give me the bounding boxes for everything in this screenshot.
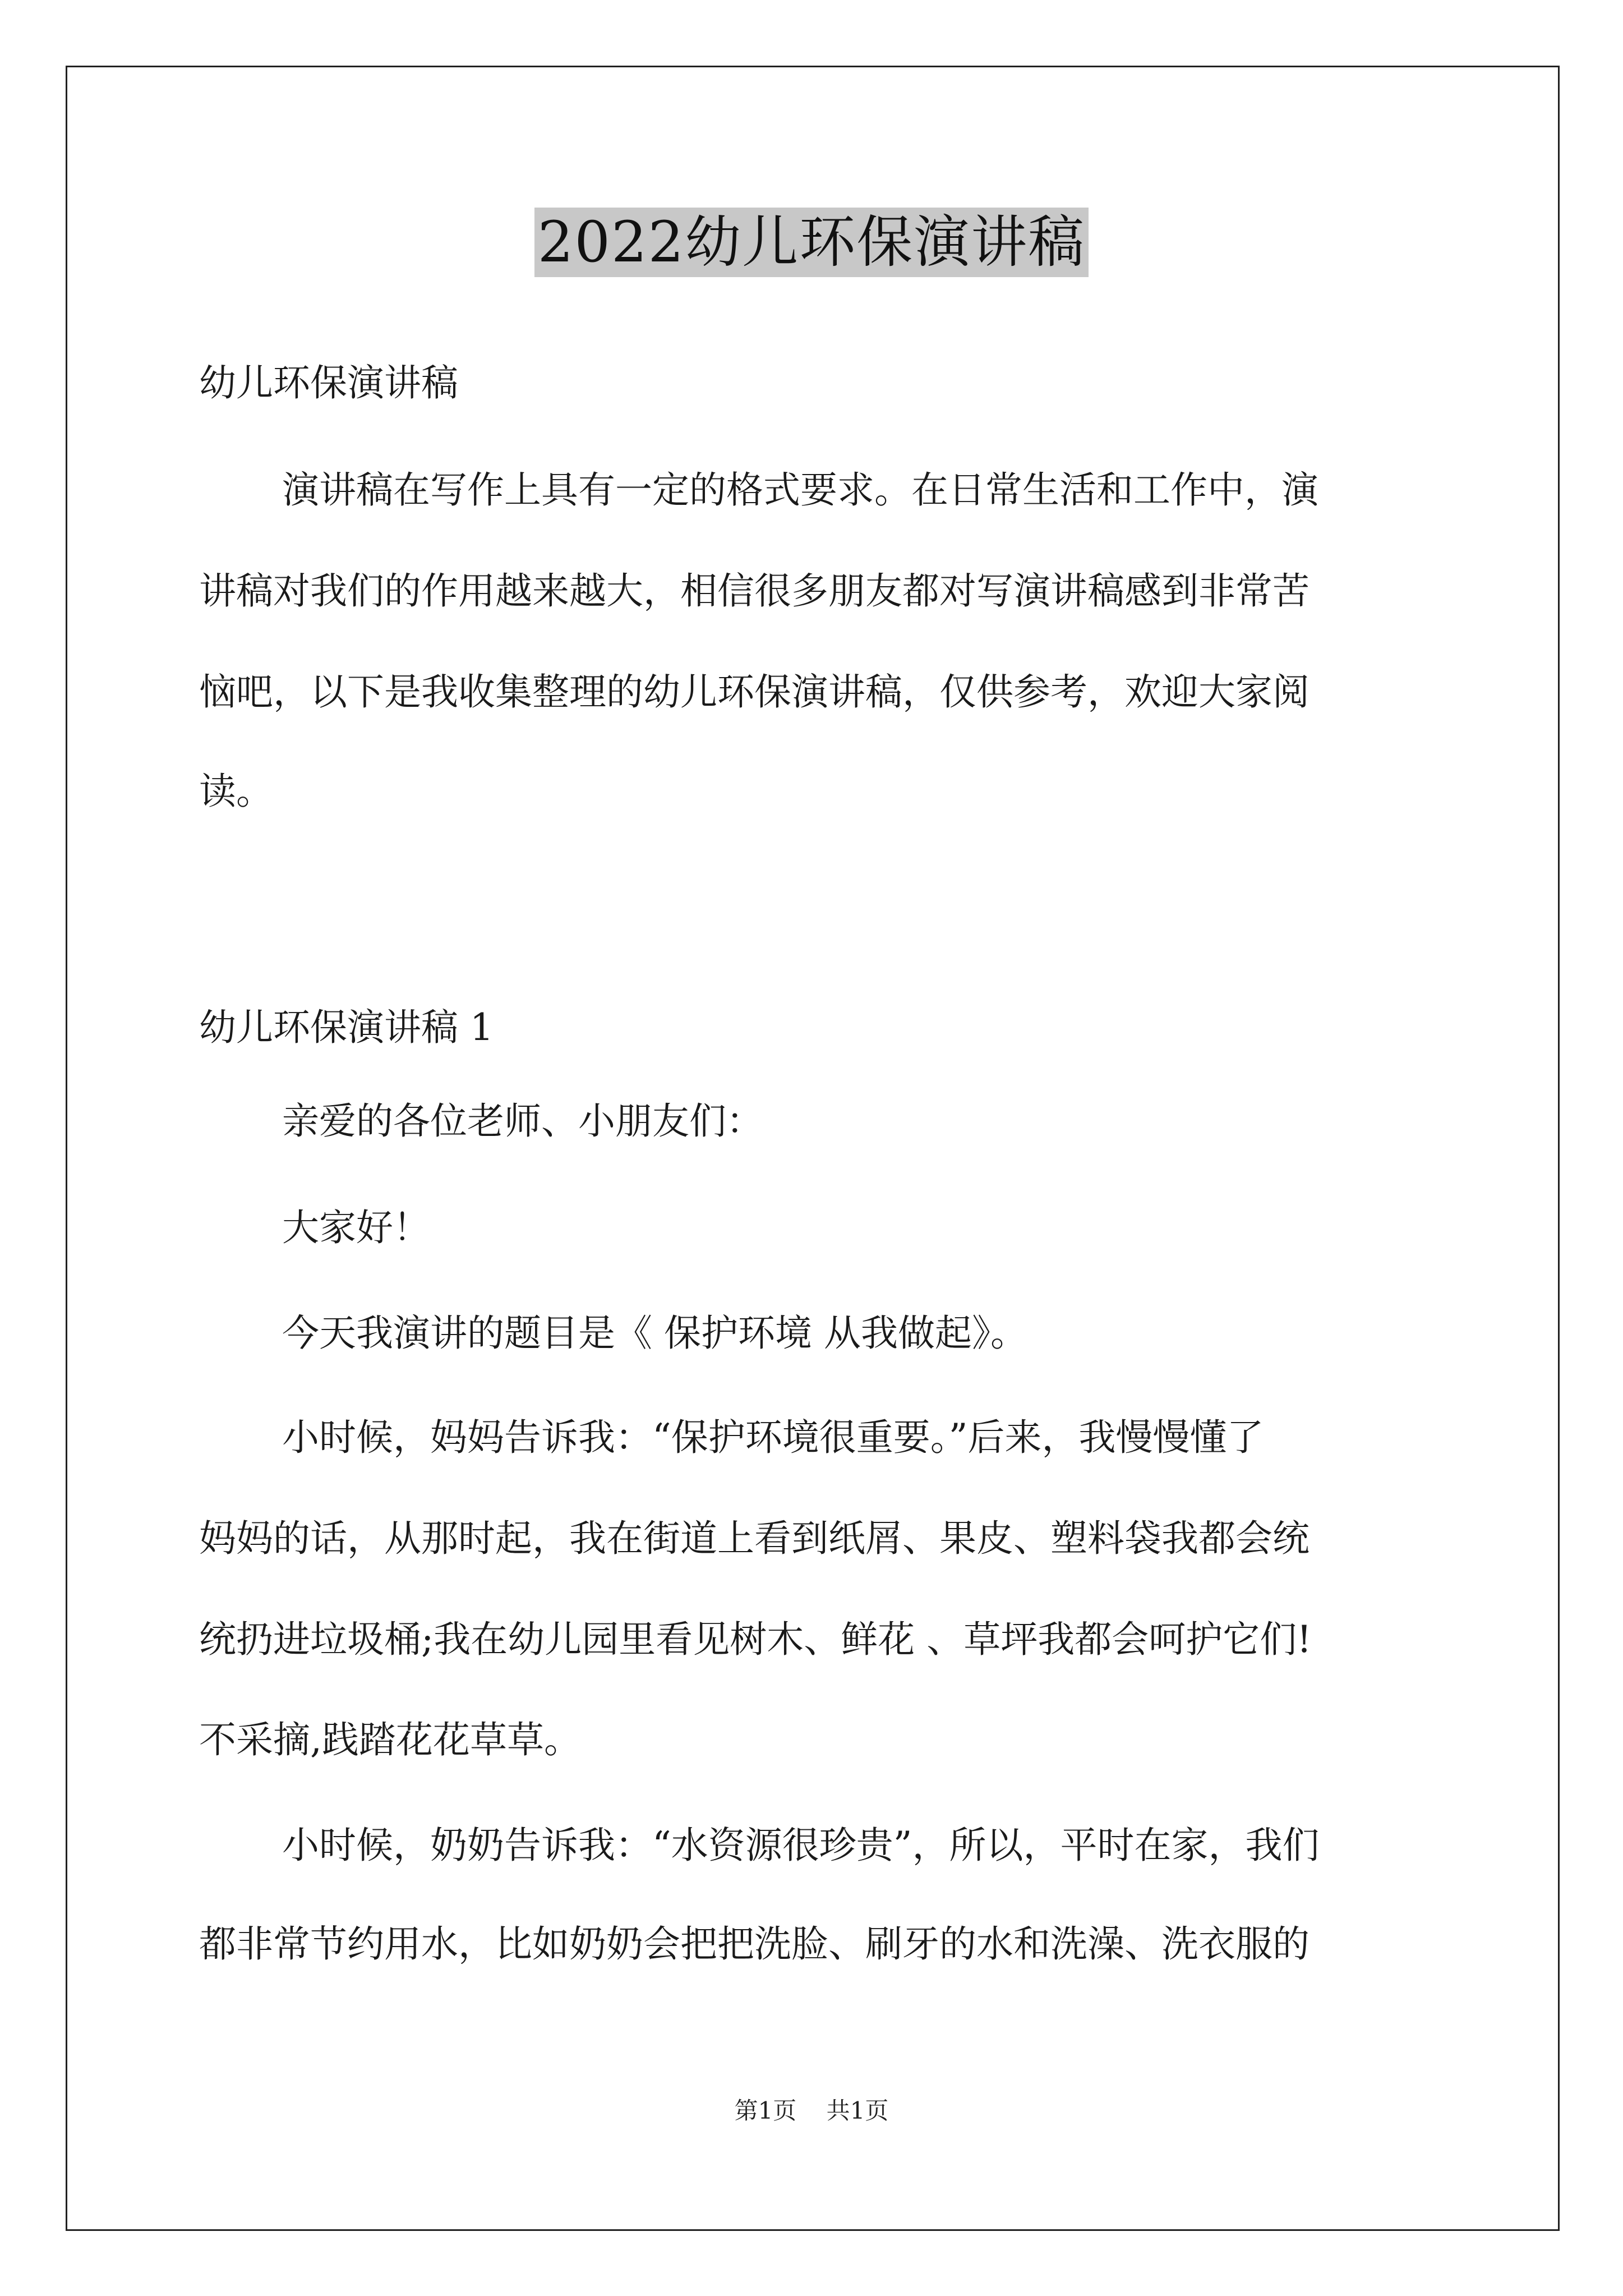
body-line-15: 都非常节约用水，比如奶奶会把把洗脸、刷牙的水和洗澡、洗衣服的: [199, 1922, 1310, 1966]
body-line-8: 大家好！: [282, 1206, 430, 1249]
body-line-12: 统扔进垃圾桶;我在幼儿园里看见树木、鲜花 、草坪我都会呵护它们!: [199, 1618, 1312, 1661]
body-line-7: 亲爱的各位老师、小朋友们：: [282, 1099, 763, 1143]
body-line-2: 演讲稿在写作上具有一定的格式要求。在日常生活和工作中，演: [282, 468, 1318, 512]
body-line-1: 幼儿环保演讲稿: [199, 361, 458, 404]
body-line-14: 小时候，奶奶告诉我：“水资源很珍贵”，所以，平时在家，我们: [282, 1824, 1320, 1867]
page-footer: [0, 2094, 1623, 2128]
body-line-6: 幼儿环保演讲稿 1: [199, 1006, 494, 1049]
body-line-3: 讲稿对我们的作用越来越大，相信很多朋友都对写演讲稿感到非常苦: [199, 569, 1310, 613]
body-line-13: 不采摘,践踏花花草草。: [199, 1718, 581, 1761]
document-title: 2022幼儿环保演讲稿: [534, 208, 1089, 277]
page-number-total: 共1页: [826, 2097, 889, 2124]
page-number-current: 第1页: [734, 2097, 797, 2124]
body-line-11: 妈妈的话，从那时起，我在街道上看到纸屑、果皮、塑料袋我都会统: [199, 1517, 1310, 1560]
title-container: [0, 208, 1623, 277]
body-line-5: 读。: [199, 770, 273, 813]
body-line-9: 今天我演讲的题目是《 保护环境 从我做起》。: [282, 1312, 1027, 1355]
body-line-10: 小时候，妈妈告诉我：“保护环境很重要。”后来，我慢慢懂了: [282, 1416, 1264, 1459]
body-line-4: 恼吧，以下是我收集整理的幼儿环保演讲稿，仅供参考，欢迎大家阅: [199, 670, 1310, 714]
